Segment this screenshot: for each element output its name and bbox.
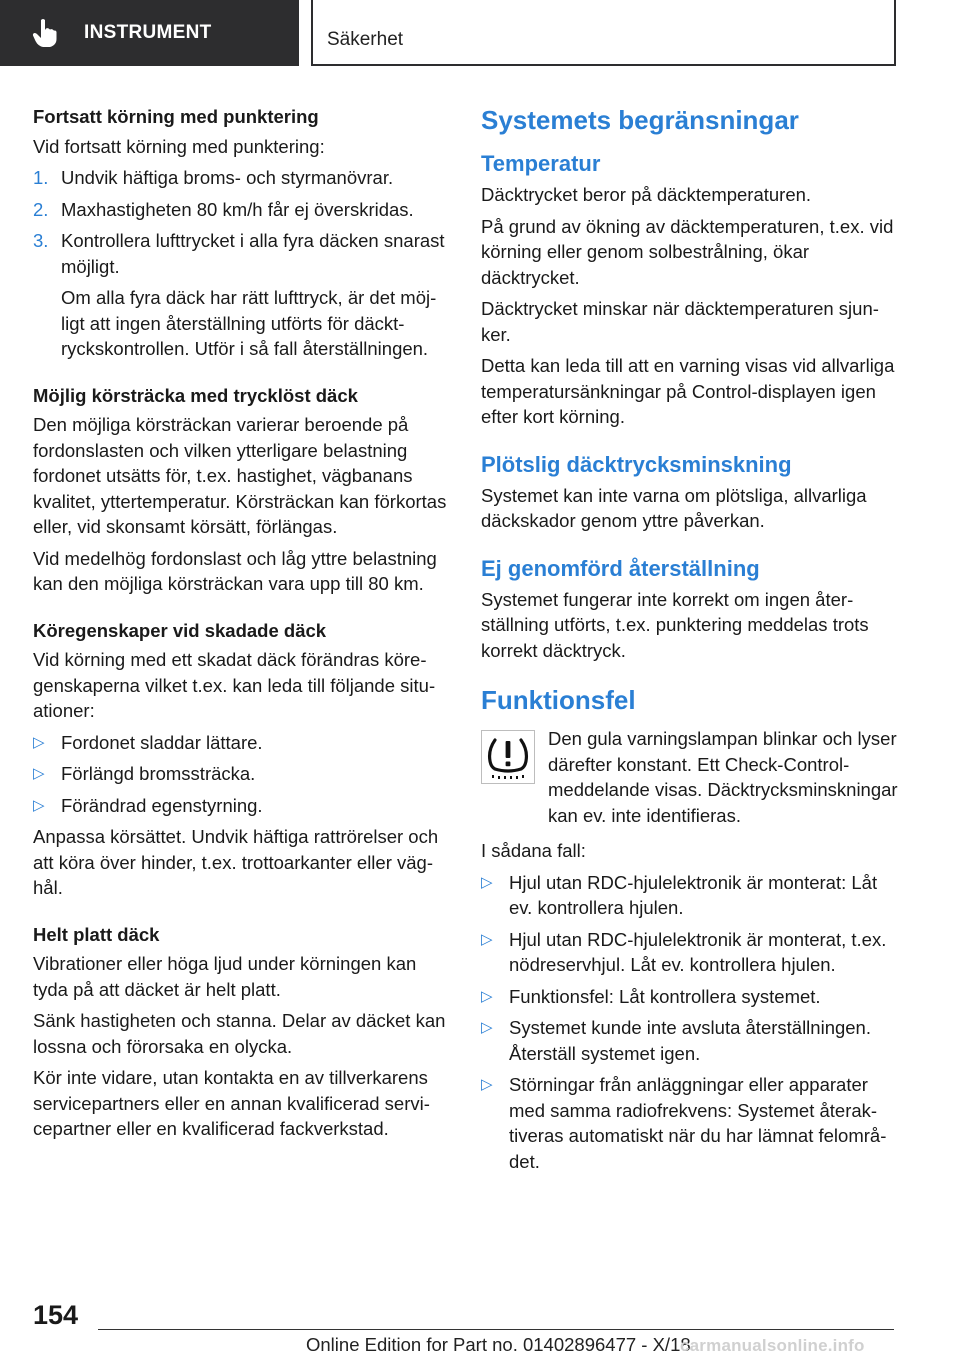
paragraph: Anpassa körsättet. Undvik häftiga rattrörelser och att köra över hinder, t.ex. trottoarkanter eller väghål. [33,826,439,898]
page-number: 154 [33,1300,79,1330]
malfunction-block [481,726,901,830]
paragraph: Däcktrycket minskar när däcktemperaturen sjunker. [481,298,879,345]
paragraph: Sänk hastigheten och stanna. Delar av däcket kan lossna och förorsaka en olycka. [33,1010,446,1057]
step-number: 1. [33,167,49,188]
step-number: 3. [33,230,49,251]
chapter-title: INSTRUMENT [84,22,212,43]
list-item: ▷ Förändrad egenstyrning. [33,793,451,819]
triangle-bullet-icon: ▷ [481,987,493,1005]
section-heading-malfunction: Funktionsfel [481,685,636,715]
paragraph: Den möjliga körsträckan varierar beroende på fordonslasten och vilken ytterligare belastning fordonet utsätts för, t.ex. hastighet, vägbanans kvalitet, yttertemperatur. Körsträckan kan förkortas eller, vid skonsamt körsätt, förlängas. [33,414,447,537]
step-item [33,165,451,191]
watermark-site: carmanualsonline.info [680,1336,865,1355]
pointing-hand-icon [32,18,62,48]
list-item: ▷ Hjul utan RDC-hjulelektronik är monterat, t.ex. nödreservhjul. Låt ev. kontrollera hjulen. [481,928,887,975]
triangle-bullet-icon: ▷ [481,930,493,948]
paragraph: På grund av ökning av däcktemperaturen, t.ex. vid körning eller genom solbestrålning, ökar däcktrycket. [481,215,894,288]
paragraph: Däcktrycket beror på däcktemperaturen. [481,184,812,205]
list-item: ▷ Hjul utan RDC-hjulelektronik är monterat: Låt ev. kontrollera hjulen. [481,871,878,918]
triangle-bullet-icon: ▷ [33,796,45,814]
triangle-bullet-icon: ▷ [481,873,493,891]
triangle-bullet-icon: ▷ [33,733,45,751]
right-column [481,104,901,1180]
paragraph: Vibrationer eller höga ljud under körningen kan tyda på att däcket är helt platt. [33,953,417,1000]
paragraph: Den gula varningslampan blinkar och lyser därefter konstant. Ett Check-Control-meddelande visas. Däcktrycksminskningar kan ev. inte identifieras. [548,728,898,826]
list-item: ▷ Systemet kunde inte avsluta återställningen. Återställ systemet igen. [481,1017,871,1064]
list-item: ▷ Störningar från anläggningar eller apparater med samma radiofrekvens: Systemet återaktiveras automatiskt när du har lämnat felområdet. [481,1074,887,1172]
list-item: ▷ Förlängd bromssträcka. [33,761,451,787]
list-item: ▷ Funktionsfel: Låt kontrollera systemet. [481,984,901,1010]
footer-edition: Online Edition for Part no. 01402896477 - X/18 [306,1334,691,1355]
bullet-list [481,870,901,1175]
step-text: Maxhastigheten 80 km/h får ej överskridas. [61,198,414,220]
paragraph: Vid körning med ett skadat däck förändras köregenskaperna vilket t.ex. kan leda till följande situationer: [33,649,436,721]
section-heading-continued-driving: Fortsatt körning med punktering [33,106,319,127]
step-note: Om alla fyra däck har rätt lufttryck, är det möjligt att ingen återställning utförts för däcktryckskontrollen. Utför i så fall återställningen. [61,287,437,359]
subheading-reset-not-done: Ej genomförd återställning [481,555,760,581]
bullet-list [33,730,451,819]
chapter-tab [0,0,299,66]
step-item [33,228,451,362]
step-text: Undvik häftiga broms- och styrmanövrar. [61,167,394,188]
list-item: ▷ Fordonet sladdar lättare. [33,730,451,756]
paragraph: Detta kan leda till att en varning visas vid allvarliga temperatursänkningar på Control-displayen igen efter kort körning. [481,355,895,427]
footer-divider [98,1329,894,1330]
paragraph: Systemet kan inte varna om plötsliga, allvarliga däckskador genom yttre påverkan. [481,484,867,531]
subheading-sudden-loss: Plötslig däcktrycksminskning [481,451,792,477]
tire-pressure-warning-icon [481,730,535,784]
step-text: Kontrollera lufttrycket i alla fyra däcken snarast möjligt. [61,230,445,277]
paragraph: Vid medelhög fordonslast och låg yttre belastning kan den möjliga körsträckan vara upp till 80 km. [33,547,437,594]
triangle-bullet-icon: ▷ [33,765,45,782]
section-heading-range: Möjlig körsträcka med trycklöst däck [33,384,358,406]
numbered-steps [33,165,451,362]
paragraph: Kör inte vidare, utan kontakta en av tillverkarens servicepartners eller en annan kvalificerad servicepartner eller en kvalificerad fackverkstad. [33,1067,430,1139]
subheading-temperature: Temperatur [481,151,601,176]
step-number: 2. [33,198,49,220]
section-heading-handling: Köregenskaper vid skadade däck [33,619,327,641]
section-title-box [311,0,896,66]
section-heading-limitations: Systemets begränsningar [481,105,799,135]
section-heading-flat-tire: Helt platt däck [33,923,160,945]
paragraph: I sådana fall: [481,840,586,861]
section-title: Säkerhet [327,29,404,50]
triangle-bullet-icon: ▷ [481,1019,493,1036]
left-column [33,104,451,1148]
step-item [33,197,451,223]
paragraph: Vid fortsatt körning med punktering: [33,135,325,157]
triangle-bullet-icon: ▷ [481,1076,493,1093]
paragraph: Systemet fungerar inte korrekt om ingen återställning utförts, t.ex. punktering meddelas trots korrekt däcktryck. [481,588,869,661]
